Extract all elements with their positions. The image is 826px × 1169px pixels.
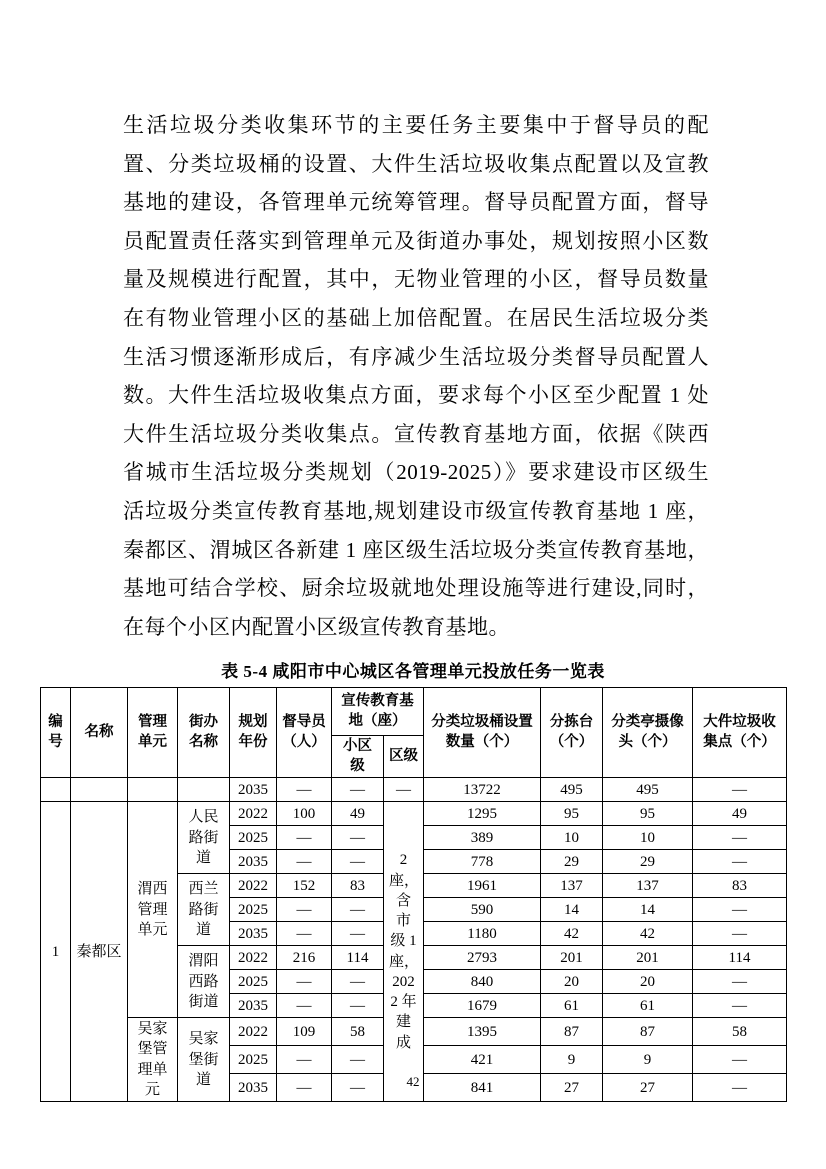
paragraph-line: 置、分类垃圾桶的设置、大件生活垃圾收集点配置以及宣教 <box>123 151 709 176</box>
cell-sorting-tables: 14 <box>541 898 603 922</box>
header-district-level: 区级 <box>384 736 424 778</box>
table-row <box>41 778 787 802</box>
cell-bulky-points: — <box>693 850 787 874</box>
header-edu-base: 宣传教育基地（座） <box>332 688 424 736</box>
header-mgmt-unit: 管理单元 <box>128 688 178 778</box>
cell-plan-year: 2025 <box>230 1046 277 1074</box>
cell-community-level: 58 <box>332 1018 384 1046</box>
cell-plan-year: 2035 <box>230 850 277 874</box>
cell-plan-year: 2035 <box>230 994 277 1018</box>
cell-supervisors: 100 <box>277 802 332 826</box>
cell-community-level: — <box>332 1046 384 1074</box>
cell-sorting-tables: 29 <box>541 850 603 874</box>
header-cameras: 分类亭摄像头（个） <box>603 688 693 778</box>
cell-supervisors: — <box>277 850 332 874</box>
cell-sorting-tables: 42 <box>541 922 603 946</box>
cell-cameras: 137 <box>603 874 693 898</box>
header-plan-year: 规划年份 <box>230 688 277 778</box>
cell-cameras: 14 <box>603 898 693 922</box>
cell-community-level: 83 <box>332 874 384 898</box>
cell-supervisors: — <box>277 1074 332 1102</box>
paragraph-line: 数。大件生活垃圾收集点方面，要求每个小区至少配置 1 处 <box>123 383 709 408</box>
cell-bulky-points: 83 <box>693 874 787 898</box>
cell-sorting-tables: 9 <box>541 1046 603 1074</box>
cell-mgmt-unit: 吴家堡管理单元 <box>128 1018 178 1102</box>
cell-supervisors: — <box>277 970 332 994</box>
cell-bins: 1961 <box>424 874 541 898</box>
cell-bulky-points: 58 <box>693 1018 787 1046</box>
header-name: 名称 <box>71 688 128 778</box>
header-supervisors: 督导员（人） <box>277 688 332 778</box>
paragraph-line: 在有物业管理小区的基础上加倍配置。在居民生活垃圾分类 <box>123 305 709 330</box>
paragraph-line: 生活习惯逐渐形成后，有序减少生活垃圾分类督导员配置人 <box>123 344 709 369</box>
cell-bins: 13722 <box>424 778 541 802</box>
cell-empty <box>128 778 178 802</box>
cell-supervisors: — <box>277 994 332 1018</box>
header-community-level: 小区级 <box>332 736 384 778</box>
cell-street-name: 西兰路街道 <box>178 874 230 946</box>
cell-bins: 389 <box>424 826 541 850</box>
cell-bins: 421 <box>424 1046 541 1074</box>
cell-plan-year: 2022 <box>230 1018 277 1046</box>
cell-community-level: — <box>332 922 384 946</box>
header-serial: 编号 <box>41 688 71 778</box>
cell-sorting-tables: 95 <box>541 802 603 826</box>
cell-plan-year: 2035 <box>230 922 277 946</box>
cell-plan-year: 2022 <box>230 802 277 826</box>
cell-sorting-tables: 61 <box>541 994 603 1018</box>
cell-supervisors: — <box>277 778 332 802</box>
cell-bins: 1679 <box>424 994 541 1018</box>
cell-supervisors: — <box>277 1046 332 1074</box>
cell-plan-year: 2022 <box>230 874 277 898</box>
paragraph-line: 基地可结合学校、厨余垃圾就地处理设施等进行建设,同时， <box>123 576 709 601</box>
cell-cameras: 10 <box>603 826 693 850</box>
cell-bulky-points: 49 <box>693 802 787 826</box>
cell-cameras: 9 <box>603 1046 693 1074</box>
paragraph-line: 生活垃圾分类收集环节的主要任务主要集中于督导员的配 <box>123 113 709 137</box>
cell-sorting-tables: 201 <box>541 946 603 970</box>
cell-community-level: — <box>332 778 384 802</box>
cell-community-level: — <box>332 898 384 922</box>
cell-bins: 1395 <box>424 1018 541 1046</box>
cell-bins: 590 <box>424 898 541 922</box>
cell-bulky-points: — <box>693 994 787 1018</box>
cell-community-level: 49 <box>332 802 384 826</box>
table-title: 表 5-4 咸阳市中心城区各管理单元投放任务一览表 <box>221 662 605 681</box>
cell-cameras: 495 <box>603 778 693 802</box>
table-row <box>41 802 787 826</box>
cell-plan-year: 2035 <box>230 778 277 802</box>
cell-cameras: 42 <box>603 922 693 946</box>
page-number: 42 <box>406 1074 420 1089</box>
paragraph-line: 活垃圾分类宣传教育基地,规划建设市级宣传教育基地 1 座， <box>123 498 709 523</box>
cell-supervisors: — <box>277 826 332 850</box>
paragraph-line: 省城市生活垃圾分类规划（2019-2025）》要求建设市区级生 <box>123 460 709 485</box>
cell-plan-year: 2025 <box>230 970 277 994</box>
cell-bins: 2793 <box>424 946 541 970</box>
cell-community-level: — <box>332 850 384 874</box>
cell-bins: 1295 <box>424 802 541 826</box>
cell-community-level: 114 <box>332 946 384 970</box>
cell-supervisors: 109 <box>277 1018 332 1046</box>
cell-bulky-points: — <box>693 826 787 850</box>
cell-bulky-points: — <box>693 778 787 802</box>
cell-sorting-tables: 20 <box>541 970 603 994</box>
cell-district-name: 秦都区 <box>71 802 128 1102</box>
cell-bulky-points: — <box>693 970 787 994</box>
cell-supervisors: 216 <box>277 946 332 970</box>
cell-cameras: 87 <box>603 1018 693 1046</box>
paragraph-line: 大件生活垃圾分类收集点。宣传教育基地方面，依据《陕西 <box>123 421 709 446</box>
cell-cameras: 95 <box>603 802 693 826</box>
cell-plan-year: 2022 <box>230 946 277 970</box>
cell-sorting-tables: 27 <box>541 1074 603 1102</box>
cell-supervisors: — <box>277 898 332 922</box>
cell-cameras: 201 <box>603 946 693 970</box>
cell-sorting-tables: 87 <box>541 1018 603 1046</box>
cell-bins: 840 <box>424 970 541 994</box>
cell-sorting-tables: 495 <box>541 778 603 802</box>
paragraph-line: 秦都区、渭城区各新建 1 座区级生活垃圾分类宣传教育基地， <box>123 537 709 562</box>
cell-community-level: — <box>332 826 384 850</box>
cell-street-name: 渭阳西路街道 <box>178 946 230 1018</box>
cell-sorting-tables: 137 <box>541 874 603 898</box>
cell-cameras: 27 <box>603 1074 693 1102</box>
cell-street-name: 人民路街道 <box>178 802 230 874</box>
cell-community-level: — <box>332 994 384 1018</box>
cell-bulky-points: — <box>693 898 787 922</box>
cell-empty <box>71 778 128 802</box>
task-table <box>40 687 787 1102</box>
cell-bins: 1180 <box>424 922 541 946</box>
cell-community-level: — <box>332 1074 384 1102</box>
cell-plan-year: 2025 <box>230 898 277 922</box>
cell-cameras: 61 <box>603 994 693 1018</box>
header-bulky-points: 大件垃圾收集点（个） <box>693 688 787 778</box>
cell-cameras: 29 <box>603 850 693 874</box>
cell-bulky-points: — <box>693 1074 787 1102</box>
cell-supervisors: 152 <box>277 874 332 898</box>
cell-street-name: 吴家堡街道 <box>178 1018 230 1102</box>
cell-district-level: — <box>384 778 424 802</box>
cell-community-level: — <box>332 970 384 994</box>
cell-bins: 841 <box>424 1074 541 1102</box>
paragraph-line: 量及规模进行配置，其中，无物业管理的小区，督导员数量 <box>123 267 709 292</box>
header-bins: 分类垃圾桶设置数量（个） <box>424 688 541 778</box>
paragraph-line: 基地的建设，各管理单元统筹管理。督导员配置方面，督导 <box>123 190 709 215</box>
header-row <box>41 688 787 736</box>
cell-bins: 778 <box>424 850 541 874</box>
cell-cameras: 20 <box>603 970 693 994</box>
cell-bulky-points: — <box>693 1046 787 1074</box>
cell-bulky-points: — <box>693 922 787 946</box>
cell-empty <box>178 778 230 802</box>
paragraph <box>123 106 709 646</box>
cell-plan-year: 2035 <box>230 1074 277 1102</box>
cell-mgmt-unit: 渭西管理单元 <box>128 802 178 1018</box>
header-sorting-tables: 分拣台（个） <box>541 688 603 778</box>
paragraph-line: 员配置责任落实到管理单元及街道办事处，规划按照小区数 <box>123 228 709 253</box>
cell-serial: 1 <box>41 802 71 1102</box>
cell-district-level-note: 2 座，含市级 1 座，2022 年建成 <box>384 802 424 1102</box>
cell-plan-year: 2025 <box>230 826 277 850</box>
cell-bulky-points: 114 <box>693 946 787 970</box>
paragraph-line: 在每个小区内配置小区级宣传教育基地。 <box>123 614 510 639</box>
cell-supervisors: — <box>277 922 332 946</box>
cell-empty <box>41 778 71 802</box>
header-street-name: 街办名称 <box>178 688 230 778</box>
cell-sorting-tables: 10 <box>541 826 603 850</box>
